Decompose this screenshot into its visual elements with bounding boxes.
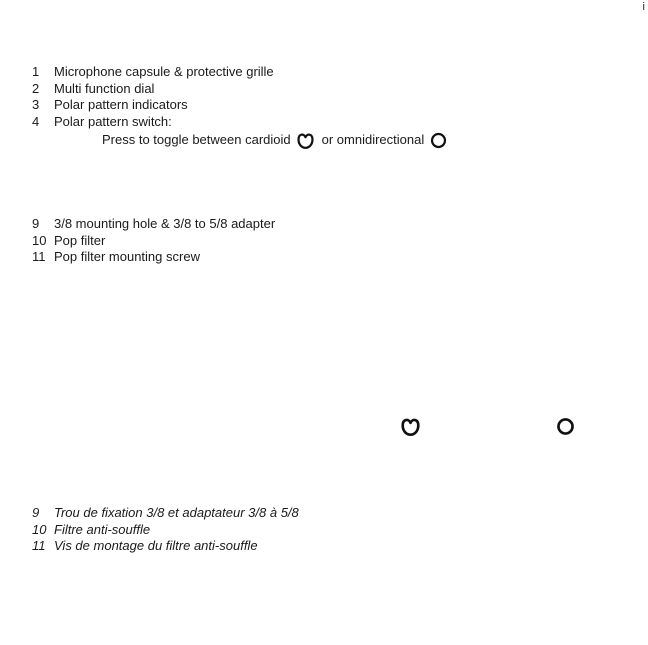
omnidirectional-pattern-icon: [430, 132, 447, 149]
list-item: [32, 216, 275, 233]
switch-text-before: Press to toggle between cardioid: [102, 132, 291, 147]
part-number: 3: [32, 97, 40, 112]
polar-switch-description: [102, 131, 447, 149]
part-number: 11: [32, 249, 46, 264]
list-item: [32, 249, 275, 266]
part-number: 11: [32, 538, 46, 553]
part-number: 9: [32, 216, 40, 231]
part-label: Pop filter mounting screw: [54, 249, 200, 264]
part-number: 10: [32, 232, 47, 248]
part-number: 1: [32, 64, 40, 79]
list-item: [32, 81, 274, 98]
list-item: [32, 97, 274, 114]
part-number: 9: [32, 505, 40, 520]
list-item: [32, 505, 299, 522]
list-item: [32, 64, 274, 81]
list-item: [32, 538, 299, 555]
part-number: 4: [32, 113, 40, 129]
part-label: Filtre anti-souffle: [54, 521, 151, 537]
part-label: Vis de montage du filtre anti-souffle: [54, 538, 258, 553]
part-number: 10: [32, 521, 47, 537]
part-label: Trou de fixation 3/8 et adaptateur 3/8 à 5/8: [54, 505, 299, 520]
part-number: 2: [32, 80, 40, 96]
list-item: [32, 233, 275, 250]
cardioid-pattern-icon: [401, 417, 420, 436]
omnidirectional-pattern-icon: [556, 417, 575, 436]
part-label: 3/8 mounting hole & 3/8 to 5/8 adapter: [54, 216, 276, 231]
english-parts-list-top: [32, 64, 274, 130]
part-label: Polar pattern switch:: [54, 113, 172, 129]
list-item: [32, 522, 299, 539]
french-parts-list-bottom: [32, 505, 299, 555]
cardioid-pattern-icon: [297, 132, 314, 149]
part-label: Multi function dial: [54, 80, 155, 96]
list-item: [32, 114, 274, 131]
cropped-text-strip: [0, 638, 648, 645]
switch-text-middle: or omnidirectional: [321, 132, 425, 147]
part-label: Microphone capsule & protective grille: [54, 64, 274, 79]
corner-mark: i: [642, 1, 645, 13]
english-parts-list-bottom: [32, 216, 275, 266]
part-label: Polar pattern indicators: [54, 97, 188, 112]
part-label: Pop filter: [54, 232, 106, 248]
